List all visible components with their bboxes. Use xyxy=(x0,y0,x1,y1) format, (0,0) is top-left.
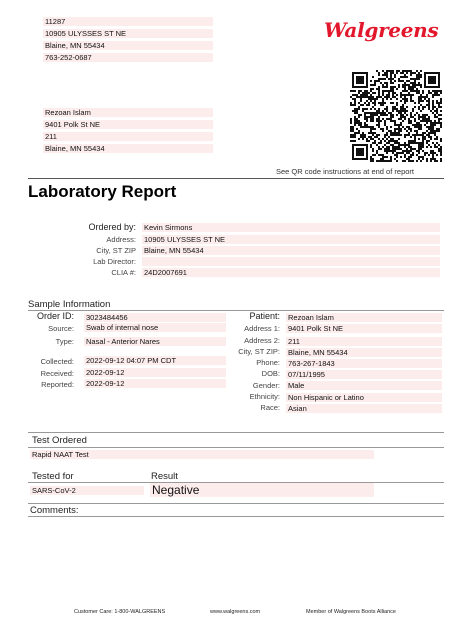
test-ordered-divider xyxy=(28,447,444,448)
header-divider xyxy=(28,178,444,179)
sample-type: Nasal - Anterior Nares xyxy=(84,337,226,346)
sender-id: 11287 xyxy=(43,17,213,26)
ordered-by-label: Ordered by: xyxy=(88,222,136,232)
type-label: Type: xyxy=(55,337,74,346)
patient-dob: 07/11/1995 xyxy=(286,370,442,379)
patient-gender: Male xyxy=(286,381,442,390)
lab-director-label: Lab Director: xyxy=(93,257,136,266)
footer-member: Member of Walgreens Boots Alliance xyxy=(306,609,396,615)
footer-website[interactable]: www.walgreens.com xyxy=(210,609,261,615)
order-id: 3023484456 xyxy=(84,313,226,322)
test-ordered: Rapid NAAT Test xyxy=(30,450,374,459)
source: Swab of internal nose xyxy=(84,323,226,332)
patient-label: Patient: xyxy=(249,311,280,321)
comments-divider-top xyxy=(28,503,444,504)
recipient-name: Rezoan Islam xyxy=(43,108,213,117)
reported-label: Reported: xyxy=(41,380,74,389)
sender-street: 10905 ULYSSES ST NE xyxy=(43,29,213,38)
patient-city: Blaine, MN 55434 xyxy=(286,348,442,357)
test-divider-top xyxy=(28,432,444,433)
test-ordered-heading: Test Ordered xyxy=(32,435,87,446)
ordered-by-name: Kevin Sirmons xyxy=(142,223,440,232)
tested-for: SARS-CoV-2 xyxy=(30,486,144,495)
test-result: Negative xyxy=(150,483,374,497)
patient-dob-label: DOB: xyxy=(261,369,280,378)
collected-date: 2022-09-12 04:07 PM CDT xyxy=(84,356,226,365)
patient-address1: 9401 Polk St NE xyxy=(286,324,442,333)
patient-ethnicity: Non Hispanic or Latino xyxy=(286,393,442,402)
ordered-by-address: 10905 ULYSSES ST NE xyxy=(142,235,440,244)
sender-city: Blaine, MN 55434 xyxy=(43,41,213,50)
ordered-by-city: Blaine, MN 55434 xyxy=(142,246,440,255)
qr-instructions-note: See QR code instructions at end of report xyxy=(276,167,414,176)
patient-city-label: City, ST ZIP: xyxy=(238,347,280,356)
received-date: 2022-09-12 xyxy=(84,368,226,377)
ordered-by-address-label: Address: xyxy=(106,235,136,244)
patient-address1-label: Address 1: xyxy=(244,324,280,333)
patient-race: Asian xyxy=(286,404,442,413)
order-id-label: Order ID: xyxy=(36,311,74,321)
collected-label: Collected: xyxy=(40,357,74,366)
patient-name: Rezoan Islam xyxy=(286,313,442,322)
ordered-by-city-label: City, ST ZIP xyxy=(96,246,136,255)
source-label: Source: xyxy=(48,324,74,333)
sample-info-heading: Sample Information xyxy=(28,299,111,310)
lab-director xyxy=(142,257,440,266)
recipient-city: Blaine, MN 55434 xyxy=(43,144,213,153)
patient-phone-label: Phone: xyxy=(256,358,280,367)
qr-code xyxy=(350,70,442,162)
clia-number: 24D2007691 xyxy=(142,268,440,277)
comments-divider xyxy=(28,516,444,517)
received-label: Received: xyxy=(40,369,74,378)
patient-gender-label: Gender: xyxy=(252,381,280,390)
walgreens-logo: Walgreens xyxy=(324,18,439,42)
patient-race-label: Race: xyxy=(260,403,280,412)
patient-address2-label: Address 2: xyxy=(244,336,280,345)
reported-date: 2022-09-12 xyxy=(84,379,226,388)
patient-address2: 211 xyxy=(286,337,442,346)
recipient-street: 9401 Polk St NE xyxy=(43,120,213,129)
tested-for-heading: Tested for xyxy=(32,471,74,482)
page-title: Laboratory Report xyxy=(28,182,177,201)
recipient-unit: 211 xyxy=(43,132,213,141)
comments-heading: Comments: xyxy=(30,505,79,516)
sender-phone: 763-252-0687 xyxy=(43,53,213,62)
patient-phone: 763-267-1843 xyxy=(286,359,442,368)
clia-label: CLIA #: xyxy=(111,268,136,277)
patient-ethnicity-label: Ethnicity: xyxy=(249,392,280,401)
result-heading: Result xyxy=(151,471,178,482)
footer-customer-care: Customer Care: 1-800-WALGREENS xyxy=(74,609,166,615)
